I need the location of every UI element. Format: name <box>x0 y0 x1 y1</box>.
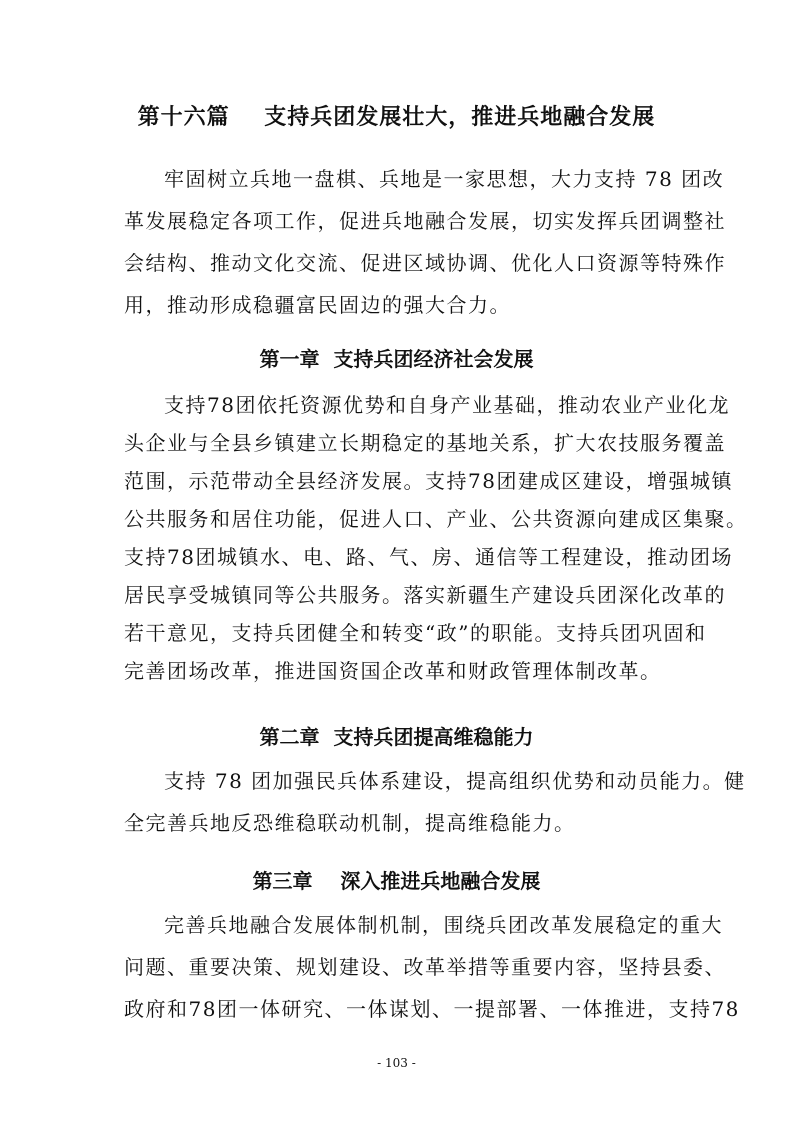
text-line: 用，推动形成稳疆富民固边的强大合力。 <box>124 293 511 317</box>
part-title: 第十六篇 支持兵团发展壮大，推进兵地融合发展 <box>137 105 656 130</box>
text-line: 支持78团城镇水、电、路、气、房、通信等工程建设，推动团场 <box>124 545 733 569</box>
chapter-3-paragraph <box>124 904 740 1030</box>
page-number: - 103 - <box>377 1056 416 1070</box>
text-line: 问题、重要决策、规划建设、改革举措等重要内容，坚持县委、 <box>124 955 726 979</box>
text-line: 全完善兵地反恐维稳联动机制，提高维稳能力。 <box>124 811 576 835</box>
text-line: 支持 78 团加强民兵体系建设，提高组织优势和动员能力。健 <box>164 769 746 793</box>
text-line: 公共服务和居住功能，促进人口、产业、公共资源向建成区集聚。 <box>124 507 748 531</box>
text-line: 完善兵地融合发展体制机制，围绕兵团改革发展稳定的重大 <box>164 913 723 937</box>
chapter-1-title: 第一章 支持兵团经济社会发展 <box>259 347 534 371</box>
text-line: 革发展稳定各项工作，促进兵地融合发展，切实发挥兵团调整社 <box>124 209 726 233</box>
text-line: 范围，示范带动全县经济发展。支持78团建成区建设，增强城镇 <box>124 469 733 493</box>
chapter-2-title: 第二章 支持兵团提高维稳能力 <box>259 725 534 749</box>
intro-paragraph <box>124 158 726 326</box>
text-line: 牢固树立兵地一盘棋、兵地是一家思想，大力支持 78 团改 <box>164 167 725 191</box>
chapter-3-title: 第三章 深入推进兵地融合发展 <box>252 869 541 893</box>
text-line: 支持78团依托资源优势和自身产业基础，推动农业产业化龙 <box>164 393 730 417</box>
text-line: 若干意见，支持兵团健全和转变“政”的职能。支持兵团巩固和 <box>124 621 707 645</box>
text-line: 会结构、推动文化交流、促进区域协调、优化人口资源等特殊作 <box>124 251 726 275</box>
chapter-2-paragraph <box>124 760 746 844</box>
text-line: 完善团场改革，推进国资国企改革和财政管理体制改革。 <box>124 659 662 683</box>
text-line: 头企业与全县乡镇建立长期稳定的基地关系，扩大农技服务覆盖 <box>124 431 726 455</box>
text-line: 居民享受城镇同等公共服务。落实新疆生产建设兵团深化改革的 <box>124 583 726 607</box>
text-line: 政府和78团一体研究、一体谋划、一提部署、一体推进，支持78 <box>124 997 740 1021</box>
chapter-1-paragraph <box>124 386 748 690</box>
